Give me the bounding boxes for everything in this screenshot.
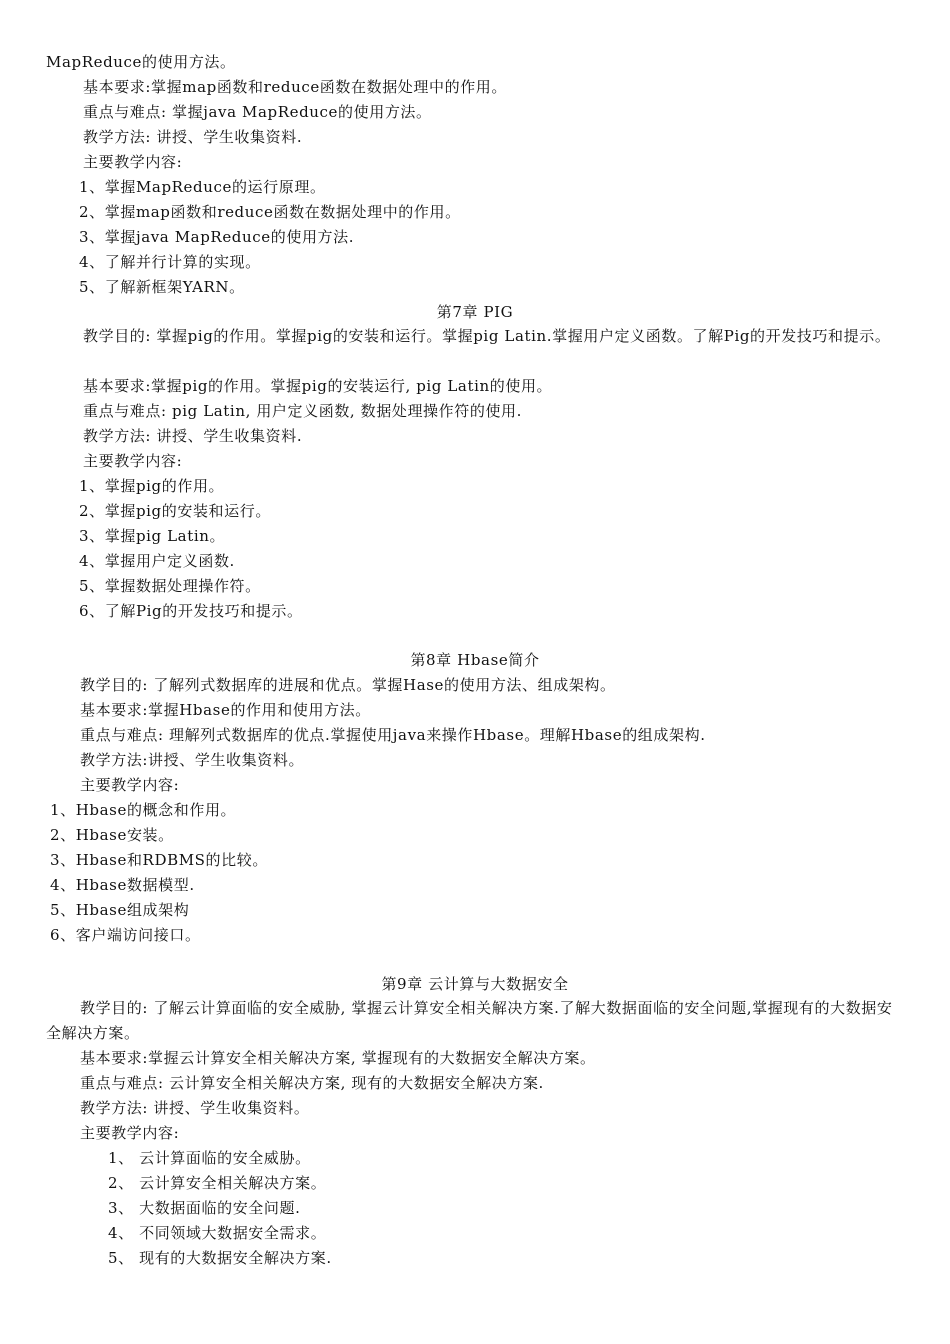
list-item: 3、Hbase和RDBMS的比较。	[50, 851, 268, 869]
list-item: 1、掌握MapReduce的运行原理。	[79, 178, 326, 196]
list-item: 4、了解并行计算的实现。	[79, 253, 261, 271]
ch7-objective: 教学目的: 掌握pig的作用。掌握pig的安装和运行。掌握pig Latin.掌握用户定义函数。了解Pig的开发技巧和提示。	[83, 327, 891, 345]
list-item: 2、Hbase安装。	[50, 826, 174, 844]
chapter-title: 第8章 Hbase简介	[410, 651, 540, 669]
ch8-objective: 教学目的: 了解列式数据库的进展和优点。掌握Hase的使用方法、组成架构。	[80, 676, 616, 694]
intro-content-label: 主要教学内容:	[83, 153, 183, 171]
ch8-requirements: 基本要求:掌握Hbase的作用和使用方法。	[80, 701, 371, 719]
chapter-title: 第9章 云计算与大数据安全	[381, 975, 569, 993]
list-item: 1、 云计算面临的安全威胁。	[108, 1149, 311, 1167]
list-item: 4、 不同领域大数据安全需求。	[108, 1224, 327, 1242]
ch7-requirements: 基本要求:掌握pig的作用。掌握pig的安装运行, pig Latin的使用。	[83, 377, 553, 395]
intro-key-points: 重点与难点: 掌握java MapReduce的使用方法。	[83, 103, 432, 121]
ch9-objective: 教学目的: 了解云计算面临的安全威胁, 掌握云计算安全相关解决方案.了解大数据面临的安全问题,掌握现有的大数据安全解决方案。	[46, 999, 893, 1042]
ch8-content-label: 主要教学内容:	[80, 776, 180, 794]
list-item: 2、 云计算安全相关解决方案。	[108, 1174, 327, 1192]
ch7-method: 教学方法: 讲授、学生收集资料.	[83, 427, 303, 445]
list-item: 5、Hbase组成架构	[50, 901, 190, 919]
list-item: 2、掌握map函数和reduce函数在数据处理中的作用。	[79, 203, 461, 221]
list-item: 3、掌握java MapReduce的使用方法.	[79, 228, 355, 246]
list-item: 1、掌握pig的作用。	[79, 477, 225, 495]
list-item: 5、掌握数据处理操作符。	[79, 577, 261, 595]
ch9-method: 教学方法: 讲授、学生收集资料。	[80, 1099, 310, 1117]
list-item: 3、掌握pig Latin。	[79, 527, 226, 545]
ch9-content-label: 主要教学内容:	[80, 1124, 180, 1142]
ch9-key-points: 重点与难点: 云计算安全相关解决方案, 现有的大数据安全解决方案.	[80, 1074, 544, 1092]
intro-method: 教学方法: 讲授、学生收集资料.	[83, 128, 303, 146]
ch8-key-points: 重点与难点: 理解列式数据库的优点.掌握使用java来操作Hbase。理解Hbase的组成架构.	[80, 726, 706, 744]
list-item: 1、Hbase的概念和作用。	[50, 801, 237, 819]
list-item: 3、 大数据面临的安全问题.	[108, 1199, 301, 1217]
chapter-title: 第7章 PIG	[436, 303, 514, 321]
list-item: 6、客户端访问接口。	[50, 926, 201, 944]
ch8-method: 教学方法:讲授、学生收集资料。	[80, 751, 305, 769]
ch7-key-points: 重点与难点: pig Latin, 用户定义函数, 数据处理操作符的使用.	[83, 402, 523, 420]
list-item: 4、掌握用户定义函数.	[79, 552, 235, 570]
list-item: 4、Hbase数据模型.	[50, 876, 195, 894]
list-item: 5、 现有的大数据安全解决方案.	[108, 1249, 332, 1267]
intro-line: MapReduce的使用方法。	[46, 53, 236, 71]
ch9-requirements: 基本要求:掌握云计算安全相关解决方案, 掌握现有的大数据安全解决方案。	[80, 1049, 596, 1067]
ch7-content-label: 主要教学内容:	[83, 452, 183, 470]
list-item: 6、了解Pig的开发技巧和提示。	[79, 602, 303, 620]
intro-requirements: 基本要求:掌握map函数和reduce函数在数据处理中的作用。	[83, 78, 508, 96]
list-item: 5、了解新框架YARN。	[79, 278, 245, 296]
list-item: 2、掌握pig的安装和运行。	[79, 502, 271, 520]
